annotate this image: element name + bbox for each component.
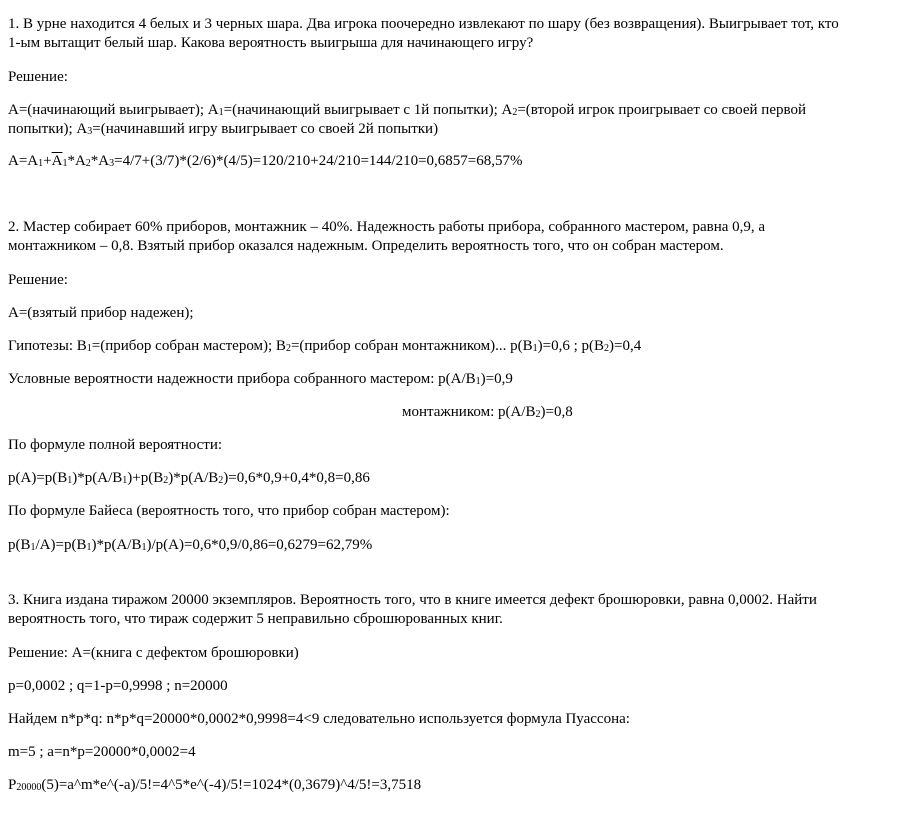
- problem-3-parameters: p=0,0002 ; q=1-p=0,9998 ; n=20000: [8, 678, 228, 694]
- problem-3-npq-check: Найдем n*p*q: n*p*q=20000*0,0002*0,9998=4<9 следовательно используется формула Пуассона:: [8, 711, 630, 727]
- problem-3-poisson-formula: $P_{20000}(5)=a\^{}m*e\^{}(-a)/5!=4\^{}5*e\^{}(-4)/5!=1024*(0,3679)\^{}4/5!=3,7518$: [8, 777, 422, 793]
- problem-1-statement-line-2: 1-ым вытащит белый шар. Какова вероятность выигрыша для начинающего игру?: [8, 35, 534, 51]
- problem-3-solution-event: Решение: А=(книга с дефектом брошюровки): [8, 645, 299, 661]
- problem-2-bayes-label: По формуле Байеса (вероятность того, что прибор собран мастером):: [8, 503, 450, 519]
- problem-1-solution-label: Решение:: [8, 69, 68, 85]
- problem-3-statement-line-2: вероятность того, что тираж содержит 5 неправильно сброшюрованных книг.: [8, 611, 503, 627]
- problem-2-conditional-master: Условные вероятности надежности прибора собранного мастером: $p(A/B_1)=0,9$: [8, 371, 513, 387]
- problem-2-statement-line-2: монтажником – 0,8. Взятый прибор оказался надежным. Определить вероятность того, что он собран мастером.: [8, 238, 724, 254]
- problem-2-statement-line-1: 2. Мастер собирает 60% приборов, монтажник – 40%. Надежность работы прибора, собранного мастером, равна 0,9, а: [8, 219, 766, 235]
- problem-2-total-probability-formula: $p(A)=p(B_1)*p(A/B_1)+p(B_2)*p(A/B_2)=0,6*0,9+0,4*0,8=0,86$: [8, 470, 370, 486]
- problem-2-bayes-formula: $p(B_1/A)=p(B_1)*p(A/B_1)/p(A)=0,6*0,9/0,86=0,6279=62,79\%$: [8, 537, 373, 553]
- problem-2-conditional-installer: монтажником: $p(A/B_2)=0,8$: [402, 404, 573, 420]
- problem-2-hypotheses: Гипотезы: $В_1=(прибор$ собран мастером); $В_2=(прибор$ собран монтажником)... $p(B_1)=0,6$ ; $p(B_2)=0,4$: [8, 338, 642, 354]
- problem-3-m-a-values: m=5 ; a=n*p=20000*0,0002=4: [8, 744, 196, 760]
- problem-2-event: А=(взятый прибор надежен);: [8, 305, 194, 321]
- problem-2-total-probability-label: По формуле полной вероятности:: [8, 437, 223, 453]
- problem-2-solution-label: Решение:: [8, 272, 68, 288]
- problem-1-definitions-line-1: А=(начинающий выигрывает); $А_1=(начинающий$ выигрывает с 1й попытки); $А_2=(второй$ игрок проигрывает со своей первой: [8, 102, 806, 118]
- problem-1-formula: $А=А_1+А_1*А_2*А_3=4/7+(3/7)*(2/6)*(4/5)=120/210+24/210=144/210=0,6857=68,57\%$: [8, 153, 523, 169]
- problem-3-statement-line-1: 3. Книга издана тиражом 20000 экземпляров. Вероятность того, что в книге имеется дефект брошюровки, равна 0,0002. Найти: [8, 592, 817, 608]
- problem-1-statement-line-1: 1. В урне находится 4 белых и 3 черных шара. Два игрока поочередно извлекают по шару (без возвращения). Выигрывает тот, кто: [8, 16, 839, 32]
- problem-1-definitions-line-2: попытки); $А_3=(начинавший$ игру выигрывает со своей 2й попытки): [8, 121, 439, 137]
